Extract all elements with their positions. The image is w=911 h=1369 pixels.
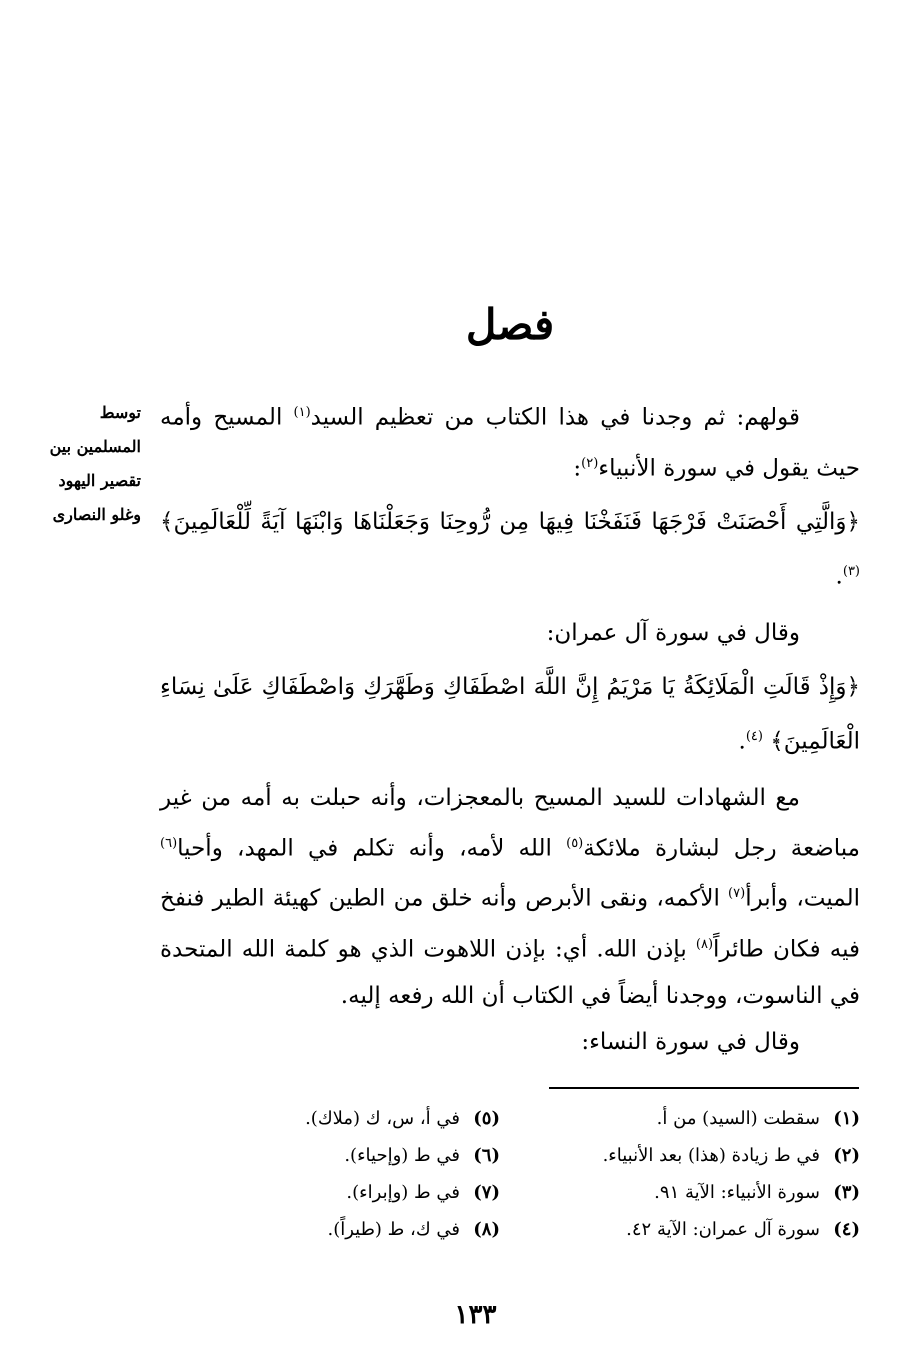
- footnote-divider: [549, 1087, 859, 1089]
- footnote-text: سقطت (السيد) من أ.: [656, 1108, 820, 1129]
- footnote-item: [160, 1137, 500, 1174]
- margin-note-line: تقصير اليهود: [58, 471, 141, 490]
- footnote-item: [160, 1174, 500, 1211]
- footnote-number: (٥): [473, 1108, 500, 1129]
- main-text: [160, 390, 860, 1065]
- footnote-ref: (٧): [728, 886, 746, 902]
- footnote-number: (٤): [833, 1219, 860, 1240]
- footnote-item: [160, 1211, 500, 1248]
- footnotes-column-right: [520, 1100, 860, 1248]
- footnote-text: في ك، ط (طيراً).: [327, 1219, 460, 1240]
- margin-note: [31, 396, 141, 532]
- footnote-text: في ط (وإحياء).: [344, 1145, 460, 1166]
- margin-note-line: توسط: [99, 403, 141, 422]
- page-number: ١٣٣: [454, 1300, 497, 1330]
- verse-text: ﴿وَالَّتِي أَحْصَنَتْ فَرْجَهَا فَنَفَخْنَا فِيهَا مِن رُّوحِنَا وَجَعَلْنَاهَا وَابْنَهَا آيَةً لِّلْعَالَمِينَ﴾: [160, 509, 860, 536]
- margin-note-line: وغلو النصارى: [52, 505, 141, 524]
- footnote-item: [520, 1137, 860, 1174]
- footnote-item: [520, 1100, 860, 1137]
- paragraph-4: وقال في سورة النساء:: [581, 1028, 800, 1055]
- text-run: المسيح وأمه حيث يقول في سورة الأنبياء: [160, 404, 860, 482]
- text-run: الأكمه، ونقى الأبرص وأنه خلق من الطين كهيئة الطير فنفخ فيه فكان طائراً: [160, 885, 861, 963]
- footnote-ref: (٣): [842, 564, 860, 580]
- footnote-ref: (١): [293, 405, 311, 420]
- footnote-number: (١): [833, 1108, 860, 1129]
- footnote-number: (٢): [833, 1145, 860, 1166]
- text-run: بإذن الله. أي: بإذن اللاهوت الذي هو كلمة الله المتحدة في الناسوت، ووجدنا أيضاً في الكتاب أن الله رفعه إليه.: [160, 936, 860, 1009]
- footnote-text: في ط (وإبراء).: [346, 1182, 460, 1203]
- text-run: قولهم: ثم وجدنا في هذا الكتاب من تعظيم السيد: [310, 404, 800, 431]
- footnote-item: [520, 1174, 860, 1211]
- section-title: فصل: [465, 300, 555, 349]
- footnote-text: في أ، س، ك (ملاك).: [305, 1108, 460, 1129]
- footnote-number: (٧): [473, 1182, 500, 1203]
- footnote-ref: (٥): [566, 835, 584, 851]
- text-run: :: [573, 455, 582, 482]
- footnote-ref: (٨): [695, 936, 714, 952]
- footnote-item: [160, 1100, 500, 1137]
- footnote-number: (٨): [473, 1219, 500, 1240]
- footnote-text: سورة الأنبياء: الآية ٩١.: [654, 1182, 820, 1203]
- text-run: الميت، وأبرأ: [745, 885, 861, 912]
- footnote-item: [520, 1211, 860, 1248]
- footnote-number: (٣): [833, 1182, 860, 1203]
- text-run: .: [738, 728, 746, 755]
- paragraph-2: وقال في سورة آل عمران:: [546, 619, 800, 646]
- footnote-ref: (٦): [160, 835, 178, 851]
- text-run: مع الشهادات للسيد المسيح بالمعجزات، وأنه حبلت به أمه من غير مباضعة رجل لبشارة ملائكة: [160, 784, 860, 862]
- quran-verse-2: [160, 662, 860, 767]
- footnote-text: في ط زيادة (هذا) بعد الأنبياء.: [602, 1145, 820, 1166]
- paragraph-1: [160, 390, 860, 491]
- footnotes: [160, 1100, 860, 1248]
- text-run: .: [835, 563, 843, 590]
- text-run: الله لأمه، وأنه تكلم في المهد، وأحيا: [177, 835, 567, 862]
- footnote-number: (٦): [473, 1145, 500, 1166]
- footnote-ref: (٢): [581, 455, 599, 471]
- verse-text: ﴿وَإِذْ قَالَتِ الْمَلَائِكَةُ يَا مَرْيَمُ إِنَّ اللَّهَ اصْطَفَاكِ وَطَهَّرَكِ وَاصْطَفَاكِ عَلَىٰ نِسَاءِ الْعَالَمِينَ﴾: [160, 673, 860, 755]
- footnote-text: سورة آل عمران: الآية ٤٢.: [626, 1219, 820, 1240]
- quran-verse-1: [160, 497, 860, 602]
- footnote-ref: (٤): [745, 728, 763, 744]
- margin-note-line: المسلمين بين: [49, 437, 141, 456]
- paragraph-3: [160, 775, 860, 1019]
- footnotes-column-left: [160, 1100, 500, 1248]
